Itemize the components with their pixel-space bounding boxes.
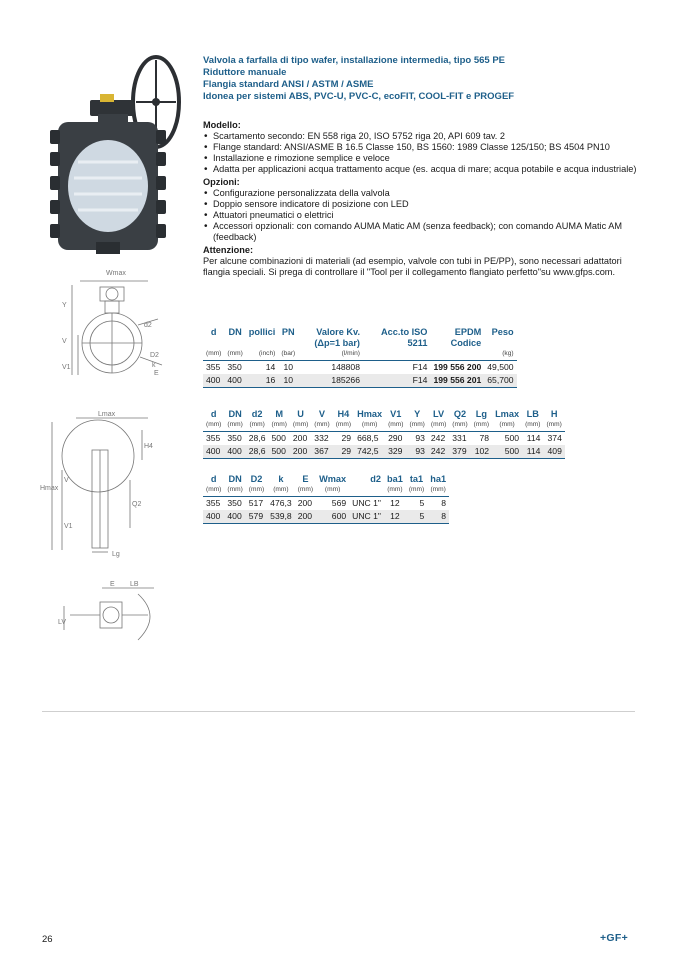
table-cell: 500 — [269, 445, 290, 459]
unit-cell: (mm) — [522, 420, 543, 432]
dim-v-label-2: V — [64, 477, 69, 484]
header-subtitle-1: Riduttore manuale — [203, 67, 287, 78]
col-header — [203, 338, 224, 349]
attenzione-text: Per alcune combinazioni di materiali (ad esempio, valvole con tubi in PE/PP), sono necessari adattatori flangia speciali. Si prega di controllare il "Tool per il collegamento flangiato perfetto"su www.gfps.com. — [203, 256, 622, 277]
unit-cell: (mm) — [492, 420, 522, 432]
table-cell: 199 556 201 — [430, 374, 484, 388]
table-cell: 148808 — [331, 362, 360, 372]
col-header: d — [210, 327, 217, 337]
unit-cell: (l/min) — [298, 349, 363, 361]
dim-q2-label: Q2 — [132, 501, 142, 508]
unit-cell: (mm) — [224, 485, 245, 497]
table-cell: 332 — [314, 433, 329, 443]
dim-lb-label: LB — [130, 581, 139, 588]
table-row — [203, 374, 517, 388]
unit-cell: (mm) — [269, 420, 290, 432]
unit-cell: (mm) — [316, 485, 349, 497]
dim-h4-label: H4 — [144, 443, 153, 450]
dim-hmax-label: Hmax — [40, 485, 59, 492]
unit-cell: (kg) — [484, 349, 516, 361]
unit-cell: (mm) — [203, 485, 224, 497]
table-cell: 668,5 — [357, 433, 379, 443]
col-header: ba1 — [386, 474, 403, 484]
col-header: U — [297, 409, 304, 419]
unit-cell: (mm) — [384, 485, 406, 497]
table-cell: 400 — [224, 510, 245, 524]
unit-cell: (mm) — [290, 420, 311, 432]
dimensions-table — [203, 409, 565, 459]
table-cell: 539,8 — [267, 510, 295, 524]
table-cell: 290 — [388, 433, 403, 443]
unit-cell: (mm) — [385, 420, 406, 432]
table-cell: 200 — [292, 433, 308, 443]
flange-table — [203, 474, 449, 524]
header-subtitle-3: Idonea per sistemi ABS, PVC-U, PVC-C, ecoFIT, COOL-FIT e PROGEF — [203, 91, 515, 102]
unit-cell: (inch) — [246, 349, 279, 361]
modello-title: Modello: — [203, 120, 241, 130]
unit-cell: (mm) — [449, 420, 470, 432]
table-cell: 400 — [224, 374, 245, 388]
col-header: d2 — [251, 409, 263, 419]
table-cell: 500 — [504, 433, 520, 443]
unit-cell: (mm) — [246, 420, 269, 432]
table-cell: 500 — [271, 433, 286, 443]
table-row — [203, 445, 565, 459]
list-item: • Scartamento secondo: EN 558 riga 20, ISO 5752 riga 20, API 609 tav. 2 — [203, 131, 643, 142]
table-row — [203, 510, 449, 524]
col-header: V1 — [390, 409, 402, 419]
front-view-drawing — [58, 265, 168, 385]
table-cell: 331 — [452, 433, 467, 443]
table-cell: 12 — [384, 510, 406, 524]
table-cell: 29 — [333, 445, 354, 459]
col-header: DN — [228, 474, 242, 484]
unit-cell: (mm) — [543, 420, 564, 432]
col-header: 5211 — [407, 338, 428, 348]
list-item: • Attuatori pneumatici o elettrici — [203, 210, 643, 221]
valve-photo — [38, 52, 188, 257]
col-header: Valore Kv. — [316, 327, 360, 337]
table-cell: 102 — [471, 445, 492, 459]
table-cell: 600 — [316, 510, 349, 524]
table-cell: 185266 — [298, 374, 363, 388]
dim-d2-label: d2 — [144, 322, 152, 329]
table-cell: UNC 1" — [349, 510, 384, 524]
unit-cell: (mm) — [224, 349, 245, 361]
table-cell: 242 — [430, 433, 446, 443]
dim-e-label-3: E — [110, 581, 115, 588]
header-subtitle-2: Flangia standard ANSI / ASTM / ASME — [203, 79, 374, 90]
dim-v1-label-2: V1 — [64, 523, 73, 530]
opzioni-list — [203, 188, 643, 243]
table-cell: 28,6 — [246, 445, 269, 459]
table-cell: 500 — [492, 445, 522, 459]
list-item: • Installazione e rimozione semplice e veloce — [203, 153, 643, 164]
unit-cell: (mm) — [406, 485, 427, 497]
col-header: E — [302, 474, 309, 484]
table-cell: 10 — [278, 374, 298, 388]
modello-list — [203, 131, 643, 175]
table-cell: 28,6 — [248, 433, 266, 443]
unit-cell: (mm) — [267, 485, 295, 497]
table-cell: 400 — [203, 445, 224, 459]
table-cell: 65,700 — [484, 374, 516, 388]
col-header: d — [210, 409, 217, 419]
table-cell: 379 — [449, 445, 470, 459]
table-cell: 400 — [203, 374, 224, 388]
col-header: Lg — [475, 409, 487, 419]
table-cell: 367 — [311, 445, 332, 459]
col-header — [224, 338, 245, 349]
product-description — [203, 118, 643, 278]
col-header: DN — [228, 327, 242, 337]
col-header: LV — [433, 409, 445, 419]
unit-cell — [349, 485, 384, 497]
product-header — [203, 55, 643, 103]
col-header: Y — [414, 409, 421, 419]
side-view-drawing — [38, 410, 168, 560]
table-cell: 5 — [406, 510, 427, 524]
dim-y-label: Y — [62, 302, 67, 309]
unit-cell: (mm) — [471, 420, 492, 432]
table-cell: 742,5 — [354, 445, 385, 459]
col-header — [484, 338, 516, 349]
table-cell: 400 — [224, 445, 245, 459]
col-header: V — [318, 409, 326, 419]
dim-v-label: V — [62, 338, 67, 345]
table-cell: 242 — [428, 445, 449, 459]
table-row — [203, 361, 517, 375]
table-row — [203, 497, 449, 511]
col-header: Acc.to ISO — [381, 327, 428, 337]
table-cell: 78 — [479, 433, 490, 443]
table-cell: 569 — [331, 498, 347, 508]
col-header: Hmax — [357, 409, 383, 419]
col-header: ha1 — [430, 474, 447, 484]
table-cell: 93 — [415, 433, 425, 443]
col-header: (Δp=1 bar) — [314, 338, 360, 348]
opzioni-title: Opzioni: — [203, 177, 240, 187]
list-item: • Doppio sensore indicatore di posizione con LED — [203, 199, 643, 210]
table-cell: 579 — [246, 510, 267, 524]
list-item: • Flange standard: ANSI/ASME B 16.5 Classe 150, BS 1560: 1989 Classe 125/150; BS 4504 PN10 — [203, 142, 643, 153]
table-cell: 476,3 — [270, 498, 292, 508]
table-cell: 355 — [206, 362, 221, 372]
col-header: Peso — [491, 327, 514, 337]
dim-D2-label: D2 — [150, 352, 159, 359]
unit-cell — [430, 349, 484, 361]
list-item: • Configurazione personalizzata della valvola — [203, 188, 643, 199]
table-cell: F14 — [412, 362, 428, 372]
dim-lmax-label: Lmax — [98, 411, 116, 418]
table-cell: 29 — [341, 433, 352, 443]
dim-wmax-label: Wmax — [106, 270, 126, 277]
table-cell: 5 — [419, 498, 425, 508]
table-cell: 350 — [227, 498, 242, 508]
col-header: LB — [526, 409, 539, 419]
table-cell: 8 — [441, 498, 447, 508]
unit-cell: (mm) — [333, 420, 354, 432]
table-cell: 329 — [385, 445, 406, 459]
table-cell: 93 — [407, 445, 428, 459]
dim-lv-label: LV — [58, 619, 67, 626]
table-cell: 16 — [246, 374, 279, 388]
table-cell: 400 — [203, 510, 224, 524]
table-row — [203, 432, 565, 446]
col-header: k — [278, 474, 284, 484]
col-header: D2 — [250, 474, 263, 484]
order-table — [203, 327, 517, 388]
top-view-drawing — [58, 578, 168, 658]
col-header: d2 — [370, 474, 381, 484]
unit-cell: (mm) — [407, 420, 428, 432]
dim-v1-label: V1 — [62, 364, 71, 371]
unit-cell: (mm) — [203, 420, 224, 432]
dim-k-label: k — [152, 362, 156, 369]
table-cell: 200 — [295, 510, 316, 524]
table-cell: 12 — [390, 498, 400, 508]
table-cell: 409 — [543, 445, 564, 459]
col-header: DN — [228, 409, 242, 419]
unit-cell: (mm) — [203, 349, 224, 361]
col-header: Wmax — [319, 474, 347, 484]
table-cell: 517 — [248, 498, 264, 508]
table-cell: 14 — [265, 362, 276, 372]
table-cell: 374 — [547, 433, 562, 443]
col-header: d — [210, 474, 217, 484]
col-header — [278, 338, 298, 349]
table-cell: 114 — [526, 433, 541, 443]
table-cell: 200 — [297, 498, 313, 508]
divider — [42, 711, 635, 712]
table-cell: 199 556 200 — [433, 362, 482, 372]
col-header: M — [275, 409, 284, 419]
dim-lg-label: Lg — [112, 551, 120, 558]
table-cell: 355 — [206, 433, 221, 443]
list-item: • Accessori opzionali: con comando AUMA Matic AM (senza feedback); con comando AUMA Matic AM (feedback) — [203, 221, 643, 243]
unit-cell: (mm) — [246, 485, 267, 497]
unit-cell: (mm) — [428, 420, 449, 432]
col-header: ta1 — [409, 474, 424, 484]
header-title: Valvola a farfalla di tipo wafer, installazione intermedia, tipo 565 PE — [203, 55, 505, 66]
col-header: PN — [281, 327, 295, 337]
table-cell: 355 — [206, 498, 221, 508]
col-header: H4 — [337, 409, 350, 419]
table-cell: 114 — [522, 445, 543, 459]
unit-cell — [363, 349, 430, 361]
table-cell: 49,500 — [487, 362, 514, 372]
col-header: Codice — [450, 338, 482, 348]
col-header: H — [550, 409, 558, 419]
dim-e-label: E — [154, 370, 159, 377]
list-item: • Adatta per applicazioni acqua trattamento acque (es. acqua di mare; acqua potabile e acqua industriale) — [203, 164, 643, 175]
col-header: Q2 — [453, 409, 467, 419]
unit-cell: (mm) — [311, 420, 332, 432]
table-cell: F14 — [363, 374, 430, 388]
unit-cell: (bar) — [278, 349, 298, 361]
table-cell: UNC 1" — [352, 498, 381, 508]
table-cell: 8 — [427, 510, 449, 524]
unit-cell: (mm) — [354, 420, 385, 432]
table-cell: 10 — [283, 362, 294, 372]
attenzione-title: Attenzione: — [203, 245, 254, 255]
table-cell: 350 — [227, 433, 242, 443]
col-header: pollici — [248, 327, 276, 337]
col-header: EPDM — [454, 327, 482, 337]
col-header: Lmax — [495, 409, 520, 419]
col-header — [246, 338, 279, 349]
gf-logo: +GF+ — [600, 932, 629, 944]
unit-cell: (mm) — [224, 420, 245, 432]
unit-cell: (mm) — [427, 485, 449, 497]
table-cell: 200 — [290, 445, 311, 459]
table-cell: 350 — [227, 362, 242, 372]
unit-cell: (mm) — [295, 485, 316, 497]
page-number: 26 — [42, 934, 53, 945]
